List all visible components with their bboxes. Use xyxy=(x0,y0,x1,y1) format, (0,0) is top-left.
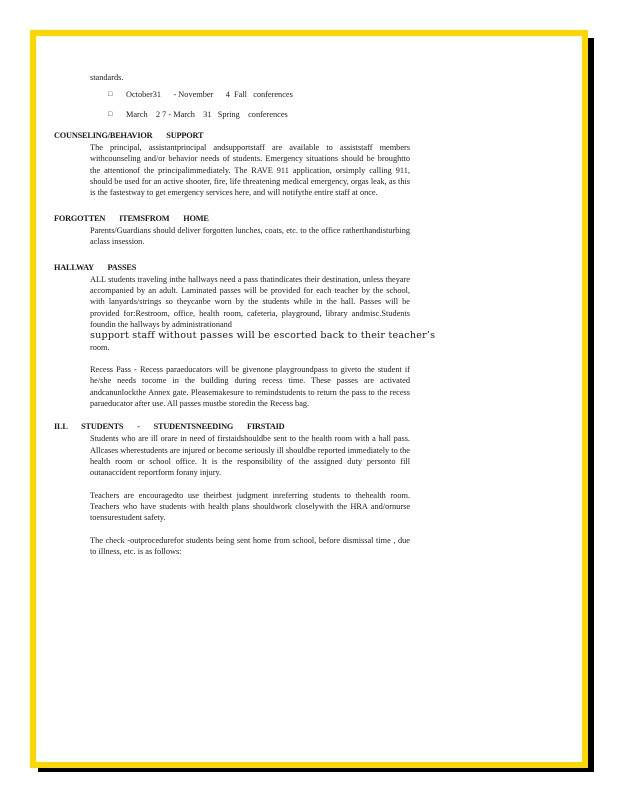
list-item-text: October31 - November 4 Fall conferences xyxy=(126,90,293,100)
conference-list xyxy=(54,89,564,120)
list-item xyxy=(108,109,564,120)
ill-students-paragraph: Students who are ill orare in need of firstaidshouldbe sent to the health room with a hall pass. Allcases wherestudents are injured or become seriously ill shouldbe reported immediately to the health room or school office. It is the responsibility of the assigned duty personto fill outanaccident reportform forany injury. xyxy=(90,434,410,478)
section-heading-ill-students: ILL STUDENTS - STUDENTSNEEDING FIRSTAID xyxy=(54,422,285,432)
bullet-icon: □ xyxy=(108,90,113,99)
hallway-passes-line-end: room. xyxy=(90,342,110,352)
bullet-icon: □ xyxy=(108,109,113,118)
list-item-text: March 2 7 - March 31 Spring conferences xyxy=(126,109,288,119)
counseling-paragraph: The principal, assistantprincipal andsupportstaff are available to assiststaff members withcounseling and/or behavior needs of students. Emergency situations should be broughtto the attentionof the principalimmediately. The RAVE 911 application, orsimply calling 911, should be used for an active shooter, fire, life threatening medical emergency, orgas leak, as this is the fastestway to get emergency services here, and will notifythe entire staff at once. xyxy=(90,143,410,198)
list-item xyxy=(108,89,564,100)
hallway-passes-line: support staff without passes will be escorted back to their teacher’s xyxy=(90,330,436,342)
section-heading-hallway-passes: HALLWAY PASSES xyxy=(54,262,137,272)
document-page xyxy=(30,30,588,768)
section-heading-counseling: COUNSELING/BEHAVIOR SUPPORT xyxy=(54,130,204,140)
forgotten-items-paragraph: Parents/Guardians should deliver forgotten lunches, coats, etc. to the office ratherthandisturbing aclass insession. xyxy=(90,225,410,247)
check-out-procedure-paragraph: The check -outprocedurefor students being sent home from school, before dismissal time , due to illness, etc. is as follows: xyxy=(90,535,410,556)
page-content xyxy=(54,72,564,557)
hallway-passes-paragraph: ALL students traveling inthe hallways need a pass thatindicates their destination, unless theyare accompanied by an adult. Laminated passes will be provided for each teacher by the school, with lanyards/strings so theycanbe worn by the students while in the hall. Passes will be provided for:Restroom, office, health room, cafeteria, playground, library andmisc.Students foundin the hallways by administrationand xyxy=(90,274,410,330)
teachers-judgment-paragraph: Teachers are encouragedto use theirbest judgment inreferring students to thehealth room. Teachers who have students with health plans shouldwork closelywith the HRA and/ornurse toensurestudent safety. xyxy=(90,490,410,523)
intro-text: standards. xyxy=(90,73,124,82)
recess-pass-paragraph: Recess Pass - Recess paraeducators will be givenone playgroundpass to giveto the student if he/she needs tocome in the building during recess time. These passes are activated andcanunlockthe Annex gate. Pleasemakesure to remindstudents to return the pass to the recess paraeducator after use. All passes mustbe storedin the Recess bag. xyxy=(90,364,410,408)
section-heading-forgotten-items: FORGOTTEN ITEMSFROM HOME xyxy=(54,213,209,223)
